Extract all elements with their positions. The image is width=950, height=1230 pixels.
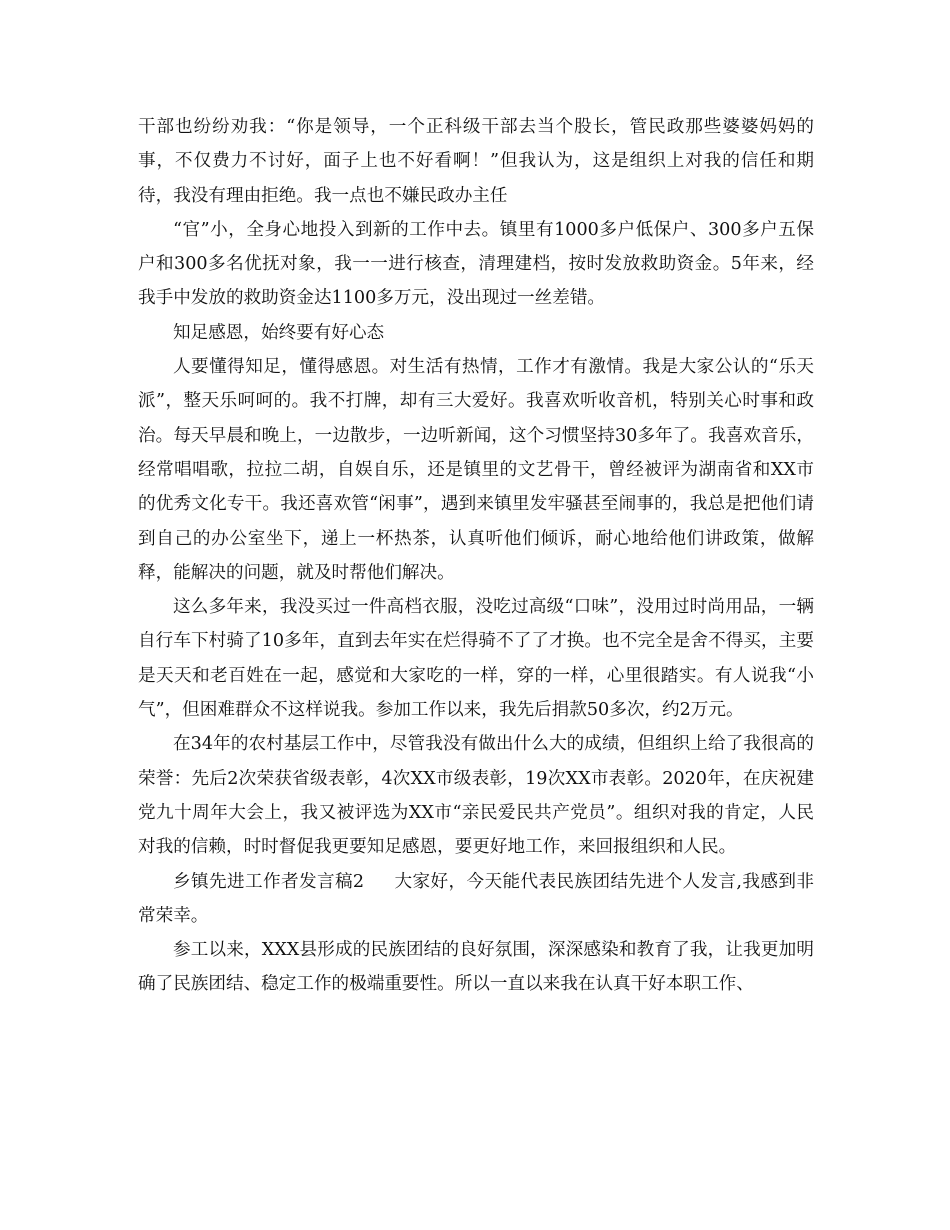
paragraph-4: 这么多年来，我没买过一件高档衣服，没吃过高级“口味”，没用过时尚用品，一辆自行车下村骑了10多年，直到去年实在烂得骑不了了才换。也不完全是舍不得买，主要是天天和老百姓在一起，感觉和大家吃的一样，穿的一样，心里很踏实。有人说我“小气”，但困难群众不这样说我。参加工作以来，我先后捐款50多次，约2万元。 [138,597,814,721]
paragraph-5: 在34年的农村基层工作中，尽管我没有做出什么大的成绩，但组织上给了我很高的荣誉：先后2次荣获省级表彰，4次XX市级表彰，19次XX市表彰。2020年，在庆祝建党九十周年大会上，我又被评选为XX市“亲民爱民共产党员”。组织对我的肯定，人民对我的信赖，时时督促我更要知足感恩，要更好地工作，来回报组织和人民。 [138,734,814,858]
document-body [138,110,814,1002]
speech-title: 乡镇先进工作者发言稿2 [173,871,365,892]
paragraph-6 [138,865,814,934]
section-heading: 知足感恩，始终要有好心态 [173,322,385,343]
speech-opening: 大家好，今天能代表民族团结先进个人发言,我感到非常荣幸。 [138,871,814,926]
paragraph-3: 人要懂得知足，懂得感恩。对生活有热情，工作才有激情。我是大家公认的“乐天派”，整天乐呵呵的。我不打牌，却有三大爱好。我喜欢听收音机，特别关心时事和政治。每天早晨和晚上，一边散步，一边听新闻，这个习惯坚持30多年了。我喜欢音乐，经常唱唱歌，拉拉二胡，自娱自乐，还是镇里的文艺骨干，曾经被评为湖南省和XX市的优秀文化专干。我还喜欢管“闲事”，遇到来镇里发牢骚甚至闹事的，我总是把他们请到自己的办公室坐下，递上一杯热茶，认真听他们倾诉，耐心地给他们讲政策，做解释，能解决的问题，就及时帮他们解决。 [138,357,814,583]
paragraph-7: 参工以来，XXX县形成的民族团结的良好氛围，深深感染和教育了我，让我更加明确了民族团结、稳定工作的极端重要性。所以一直以来我在认真干好本职工作、 [138,940,814,995]
paragraph-1: 干部也纷纷劝我：“你是领导，一个正科级干部去当个股长，管民政那些婆婆妈妈的事，不仅费力不讨好，面子上也不好看啊！”但我认为，这是组织上对我的信任和期待，我没有理由拒绝。我一点也不嫌民政办主任 [138,117,814,206]
paragraph-2: “官”小，全身心地投入到新的工作中去。镇里有1000多户低保户、300多户五保户和300多名优抚对象，我一一进行核查，清理建档，按时发放救助资金。5年来，经我手中发放的救助资金达1100多万元，没出现过一丝差错。 [138,219,814,309]
